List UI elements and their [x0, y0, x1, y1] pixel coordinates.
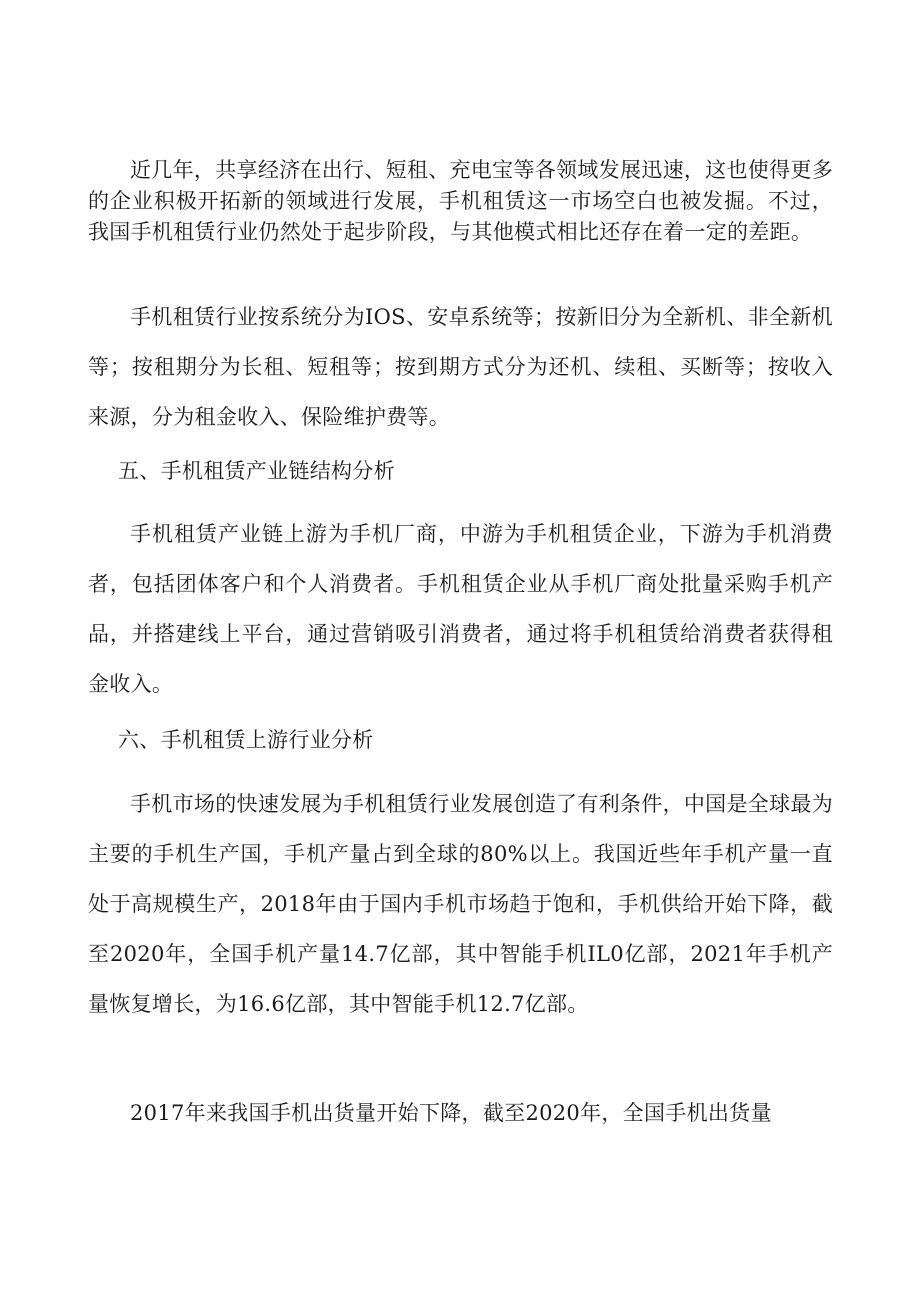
classification-paragraph: 手机租赁行业按系统分为IOS、安卓系统等；按新旧分为全新机、非全新机等；按租期分为长租、短租等；按到期方式分为还机、续租、买断等；按收入来源，分为租金收入、保险维护费等。 — [88, 305, 833, 429]
industry-chain-paragraph: 手机租赁产业链上游为手机厂商，中游为手机租赁企业，下游为手机消费者，包括团体客户和个人消费者。手机租赁企业从手机厂商处批量采购手机产品，并搭建线上平台，通过营销吸引消费者，通过将手机租赁给消费者获得租金收入。 — [88, 522, 833, 696]
shipment-paragraph: 2017年来我国手机出货量开始下降，截至2020年，全国手机出货量 — [130, 1101, 772, 1125]
section-heading-upstream: 六、手机租赁上游行业分析 — [118, 728, 374, 752]
intro-paragraph: 近几年，共享经济在出行、短租、充电宝等各领域发展迅速，这也使得更多的企业积极开拓新的领域进行发展，手机租赁这一市场空白也被发掘。不过，我国手机租赁行业仍然处于起步阶段，与其他模式相比还存在着一定的差距。 — [88, 158, 833, 244]
section-heading-industry-chain: 五、手机租赁产业链结构分析 — [118, 459, 395, 483]
upstream-paragraph: 手机市场的快速发展为手机租赁行业发展创造了有利条件，中国是全球最为主要的手机生产国，手机产量占到全球的80%以上。我国近些年手机产量一直处于高规模生产，2018年由于国内手机市场趋于饱和，手机供给开始下降，截至2020年，全国手机产量14.7亿部，其中智能手机IL0亿部，2021年手机产量恢复增长，为16.6亿部，其中智能手机12.7亿部。 — [88, 792, 833, 1016]
